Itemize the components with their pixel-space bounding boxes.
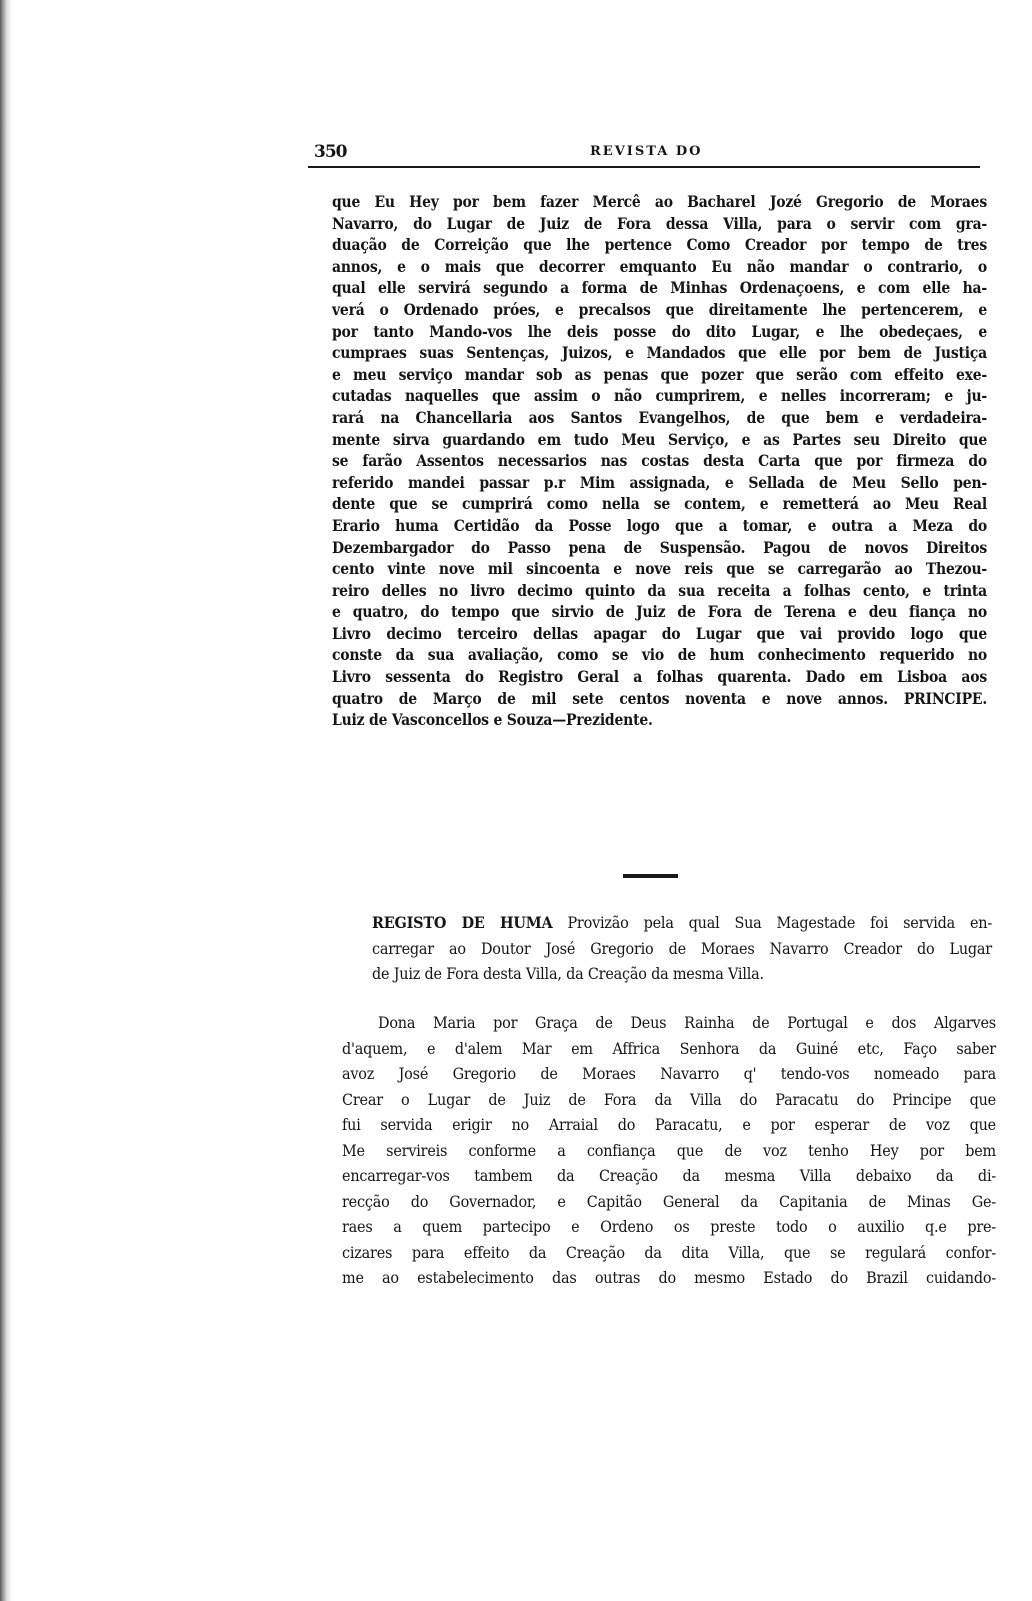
text-line: que Eu Hey por bem fazer Mercê ao Bacharel Jozé Gregorio de Moraes bbox=[332, 192, 987, 211]
text-line: Dezembargador do Passo pena de Suspensão. Pagou de novos Direitos bbox=[332, 537, 987, 557]
text-line bbox=[372, 910, 992, 936]
page-header bbox=[308, 140, 980, 168]
text-line: me ao estabelecimento das outras do mesmo Estado do Brazil cuidando- bbox=[342, 1268, 996, 1287]
text-line: de Juiz de Fora desta Villa, da Creação da mesma Villa. bbox=[372, 964, 764, 983]
text-line: avoz José Gregorio de Moraes Navarro q' tendo-vos nomeado para bbox=[342, 1064, 996, 1083]
text-line: dente que se cumprirá como nella se contem, e remetterá ao Meu Real bbox=[332, 494, 987, 514]
text-line: encarregar-vos tambem da Creação da mesma Villa debaixo da di- bbox=[342, 1166, 996, 1185]
text-line: quatro de Março de mil sete centos noventa e nove annos. PRINCIPE. bbox=[332, 688, 987, 708]
text-line: annos, e o mais que decorrer emquanto Eu não mandar o contrario, o bbox=[332, 256, 987, 276]
text-line: se farão Assentos necessarios nas costas desta Carta que por firmeza do bbox=[332, 451, 987, 471]
text-line: recção do Governador, e Capitão General da Capitania de Minas Ge- bbox=[342, 1191, 996, 1211]
text-line: carregar ao Doutor José Gregorio de Moraes Navarro Creador do Lugar bbox=[372, 938, 992, 958]
text-line: e meu serviço mandar sob as penas que pozer que serão com effeito exe- bbox=[332, 364, 987, 384]
text-line: raes a quem partecipo e Ordeno os preste todo o auxilio q.e pre- bbox=[342, 1217, 996, 1236]
text-line: qual elle servirá segundo a forma de Minhas Ordenaçoens, e com elle ha- bbox=[332, 278, 987, 298]
registo-line-rest: Provizão pela qual Sua Magestade foi servida en- bbox=[552, 913, 992, 932]
text-line: Luiz de Vasconcellos e Souza—Prezidente. bbox=[332, 710, 653, 730]
text-line: verá o Ordenado próes, e precalsos que direitamente lhe pertencerem, e bbox=[332, 299, 987, 319]
text-line: Crear o Lugar de Juiz de Fora da Villa do Paracatu do Principe que bbox=[342, 1089, 996, 1109]
running-head: REVISTA DO bbox=[590, 144, 703, 159]
text-line: Navarro, do Lugar de Juiz de Fora dessa Villa, para o servir com gra- bbox=[332, 213, 987, 233]
text-line: por tanto Mando-vos lhe deis posse do dito Lugar, e lhe obedeçaes, e bbox=[332, 321, 987, 341]
text-line: cizares para effeito da Creação da dita Villa, que se regulará confor- bbox=[342, 1242, 996, 1262]
text-line: cutadas naquelles que assim o não cumprirem, e nelles incorreram; e ju- bbox=[332, 386, 987, 406]
text-line: referido mandei passar p.r Mim assignada, e Sellada de Meu Sello pen- bbox=[332, 472, 987, 492]
text-line: d'aquem, e d'alem Mar em Affrica Senhora da Guiné etc, Faço saber bbox=[342, 1038, 996, 1058]
text-line: e quatro, do tempo que sirvio de Juiz de Fora de Terena e deu fiança no bbox=[332, 602, 987, 622]
text-line: Erario huma Certidão da Posse logo que a tomar, e outra a Meza do bbox=[332, 515, 987, 535]
text-line: Me servireis conforme a confiança que de voz tenho Hey por bem bbox=[342, 1140, 996, 1160]
text-line: rará na Chancellaria aos Santos Evangelhos, de que bem e verdadeira- bbox=[332, 407, 987, 427]
text-line: mente sirva guardando em tudo Meu Serviço, e as Partes seu Direito que bbox=[332, 429, 987, 449]
page-edge-shadow bbox=[0, 0, 12, 1601]
text-line: conste da sua avaliação, como se vio de hum conhecimento requerido no bbox=[332, 645, 987, 665]
paragraph-registo-heading bbox=[372, 910, 992, 987]
registo-lead-caps: REGISTO DE HUMA bbox=[372, 913, 553, 932]
text-line: Livro sessenta do Registro Geral a folhas quarenta. Dado em Lisboa aos bbox=[332, 667, 987, 687]
paragraph-decree bbox=[332, 191, 987, 731]
text-line: cumpraes suas Sentenças, Juizos, e Mandados que elle por bem de Justiça bbox=[332, 343, 987, 363]
text-line: reiro delles no livro decimo quinto da sua receita a folhas cento, e trinta bbox=[332, 580, 987, 600]
text-line: fui servida erigir no Arraial do Paracatu, e por esperar de voz que bbox=[342, 1115, 996, 1134]
text-line: duação de Correição que lhe pertence Como Creador por tempo de tres bbox=[332, 235, 987, 255]
section-separator-rule bbox=[623, 874, 678, 878]
paragraph-provizao bbox=[342, 1010, 996, 1291]
text-line: cento vinte nove mil sincoenta e nove reis que se carregarão ao Thezou- bbox=[332, 559, 987, 579]
text-line: Dona Maria por Graça de Deus Rainha de Portugal e dos Algarves bbox=[378, 1013, 996, 1032]
page-number: 350 bbox=[314, 142, 347, 162]
text-line: Livro decimo terceiro dellas apagar do Lugar que vai provido logo que bbox=[332, 623, 987, 643]
